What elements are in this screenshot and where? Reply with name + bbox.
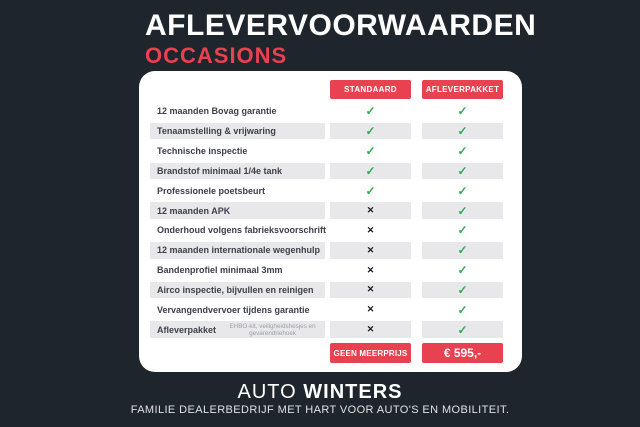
check-icon: ✓ [457, 243, 468, 258]
feature-label-cell [150, 123, 325, 140]
cross-icon: ✕ [366, 284, 375, 295]
table-row [139, 242, 522, 259]
check-icon: ✓ [457, 282, 468, 297]
feature-label: Vervangendvervoer tijdens garantie [157, 304, 310, 315]
afleverpakket-value-cell [422, 222, 503, 239]
afleverpakket-value-cell [422, 163, 503, 180]
table-row [139, 282, 522, 299]
check-icon: ✓ [457, 143, 468, 158]
brand-name-light: AUTO [237, 381, 304, 403]
afleverpakket-value-cell [422, 143, 503, 160]
table-row [139, 262, 522, 279]
check-icon: ✓ [457, 322, 468, 337]
standaard-value-cell [330, 182, 411, 199]
feature-label: Tenaamstelling & vrijwaring [157, 126, 276, 137]
brand-name-bold: WINTERS [303, 381, 403, 403]
standaard-value-cell [330, 202, 411, 219]
afleverpakket-value-cell [422, 202, 503, 219]
page-subtitle: OCCASIONS [145, 42, 288, 68]
table-row [139, 321, 522, 338]
table-rows [139, 103, 522, 338]
afleverpakket-price-badge: € 595,- [422, 343, 503, 363]
check-icon: ✓ [457, 223, 468, 238]
table-row [139, 103, 522, 120]
afleverpakket-value-cell [422, 321, 503, 338]
cross-icon: ✕ [366, 224, 375, 235]
standaard-value-cell [330, 302, 411, 319]
column-header-afleverpakket: AFLEVERPAKKET [422, 80, 503, 99]
check-icon: ✓ [457, 104, 468, 119]
feature-label: Afleverpakket [157, 324, 217, 335]
table-row [139, 302, 522, 319]
feature-label: Onderhoud volgens fabrieksvoorschrift [157, 225, 327, 236]
afleverpakket-value-cell [422, 123, 503, 140]
feature-label-cell [150, 302, 325, 319]
feature-label-cell [150, 202, 325, 219]
table-row [139, 163, 522, 180]
afleverpakket-value-cell [422, 302, 503, 319]
afleverpakket-value-cell [422, 262, 503, 279]
feature-note: EHBO-kit, veiligheidshesjes en gevarendriehoek [229, 322, 316, 337]
check-icon: ✓ [365, 143, 376, 158]
check-icon: ✓ [457, 124, 468, 139]
feature-label-cell [150, 282, 325, 299]
cross-icon: ✕ [366, 324, 375, 335]
afleverpakket-value-cell [422, 282, 503, 299]
feature-label-cell [150, 262, 325, 279]
feature-label: Bandenprofiel minimaal 3mm [157, 265, 283, 276]
check-icon: ✓ [457, 183, 468, 198]
table-row [139, 182, 522, 199]
check-icon: ✓ [457, 263, 468, 278]
feature-label-cell [150, 222, 325, 239]
cross-icon: ✕ [366, 304, 375, 315]
feature-label-cell [150, 103, 325, 120]
standaard-value-cell [330, 282, 411, 299]
table-row [139, 222, 522, 239]
cross-icon: ✕ [366, 205, 375, 216]
standaard-value-cell [330, 321, 411, 338]
feature-label: Professionele poetsbeurt [157, 185, 266, 196]
standaard-value-cell [330, 103, 411, 120]
comparison-card [139, 71, 522, 372]
feature-label-cell [150, 242, 325, 259]
check-icon: ✓ [365, 104, 376, 119]
feature-label-cell [150, 182, 325, 199]
feature-label: 12 maanden Bovag garantie [157, 106, 277, 117]
feature-label: 12 maanden APK [157, 205, 231, 216]
check-icon: ✓ [457, 203, 468, 218]
afleverpakket-value-cell [422, 182, 503, 199]
standaard-value-cell [330, 163, 411, 180]
column-header-standaard: STANDAARD [330, 80, 411, 99]
cross-icon: ✕ [366, 244, 375, 255]
cross-icon: ✕ [366, 264, 375, 275]
feature-label: Technische inspectie [157, 145, 248, 156]
feature-label-cell [150, 321, 325, 338]
standaard-value-cell [330, 242, 411, 259]
feature-label: 12 maanden internationale wegenhulp [157, 245, 321, 256]
check-icon: ✓ [457, 302, 468, 317]
standaard-value-cell [330, 143, 411, 160]
standaard-value-cell [330, 222, 411, 239]
brand-tagline: FAMILIE DEALERBEDRIJF MET HART VOOR AUTO'S EN MOBILITEIT. [130, 404, 510, 416]
page-title: AFLEVERVOORWAARDEN [145, 9, 537, 42]
check-icon: ✓ [365, 163, 376, 178]
table-row [139, 143, 522, 160]
feature-label-cell [150, 143, 325, 160]
afleverpakket-value-cell [422, 103, 503, 120]
feature-label: Brandstof minimaal 1/4e tank [157, 165, 283, 176]
feature-label: Airco inspectie, bijvullen en reinigen [157, 284, 314, 295]
title-block [145, 10, 536, 68]
check-icon: ✓ [457, 163, 468, 178]
standaard-price-badge: GEEN MEERPRIJS [330, 343, 411, 363]
standaard-value-cell [330, 123, 411, 140]
standaard-value-cell [330, 262, 411, 279]
check-icon: ✓ [365, 183, 376, 198]
afleverpakket-value-cell [422, 242, 503, 259]
table-row [139, 123, 522, 140]
feature-label-cell [150, 163, 325, 180]
brand-name [0, 381, 640, 404]
check-icon: ✓ [365, 124, 376, 139]
table-row [139, 202, 522, 219]
